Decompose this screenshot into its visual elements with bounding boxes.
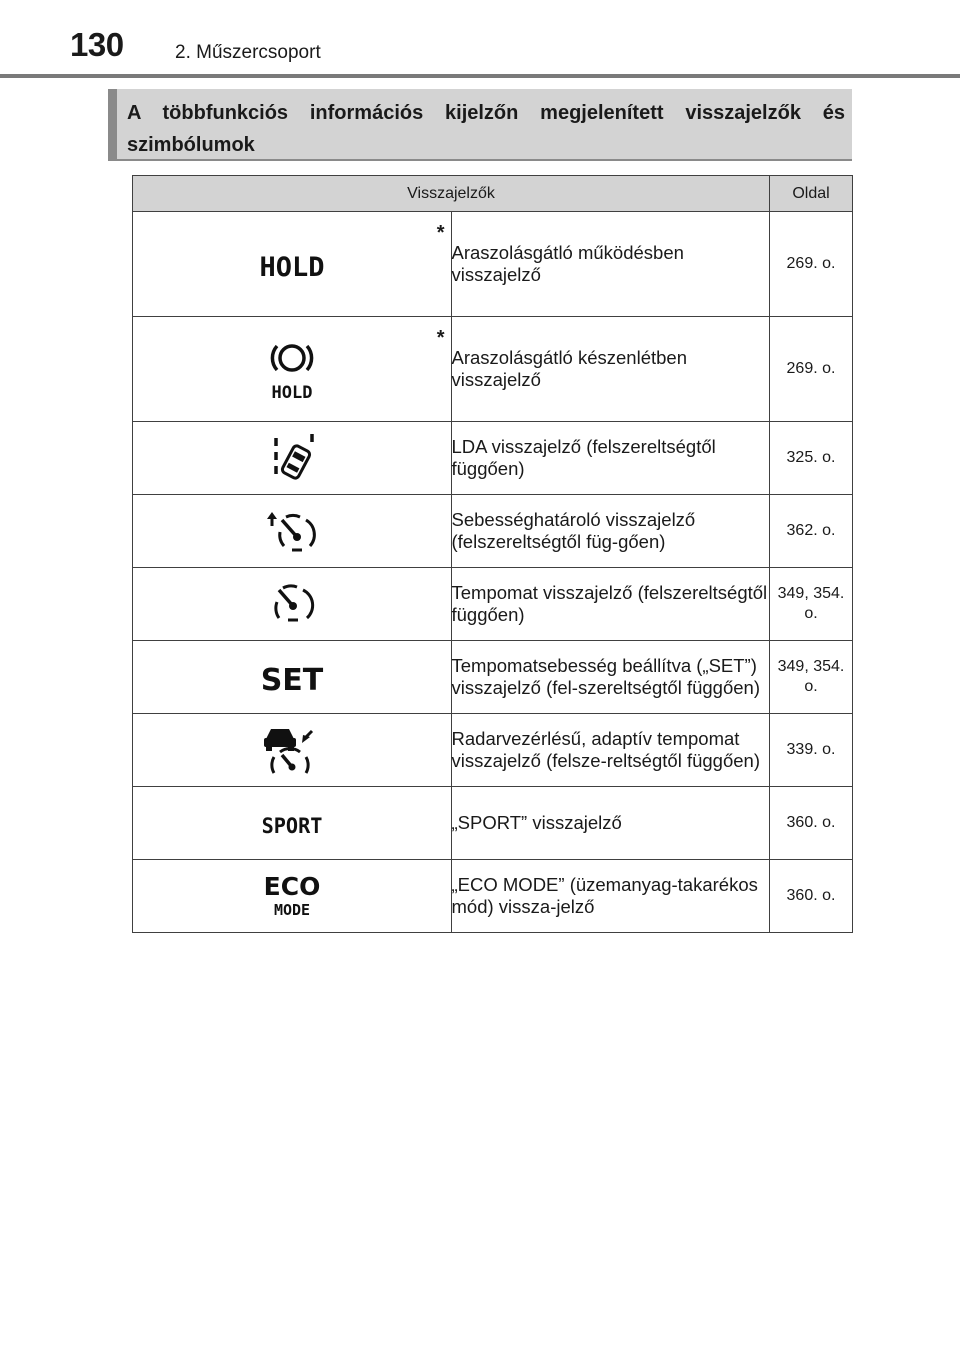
chapter-title: 2. Műszercsoport [175,42,321,63]
table-row [133,714,853,787]
row-page-ref: 349, 354. o. [770,641,853,714]
icon-cell [133,641,452,714]
eco-icon-text: ECO [263,871,321,901]
row-description: Tempomatsebesség beállítva („SET”) visszajelző (fel-szereltségtől függően) [451,641,770,714]
icon-cell [133,787,452,860]
column-header-indicator: Visszajelzők [133,176,770,212]
row-page-ref: 362. o. [770,495,853,568]
footnote-star: * [436,327,445,349]
sport-icon [257,793,327,853]
row-description: Araszolásgátló működésben visszajelző [451,212,770,317]
footnote-star: * [436,222,445,244]
hold-icon [257,234,327,294]
section-heading-box [108,89,852,161]
row-description: „ECO MODE” (üzemanyag-takarékos mód) vissza-jelző [451,860,770,933]
table-row [133,568,853,641]
hold-standby-icon-text: HOLD [271,383,313,403]
sport-icon-text: SPORT [261,813,323,839]
row-page-ref: 360. o. [770,860,853,933]
table-row [133,212,853,317]
column-header-page: Oldal [770,176,853,212]
header-divider [0,74,960,78]
row-page-ref: 339. o. [770,714,853,787]
set-icon-text: SET [260,663,324,697]
icon-cell [133,568,452,641]
icon-cell [133,422,452,495]
row-description: LDA visszajelző (felszereltségtől függően) [451,422,770,495]
row-page-ref: 360. o. [770,787,853,860]
row-page-ref: 269. o. [770,317,853,422]
speed-limiter-icon [257,501,327,561]
icon-cell [133,860,452,933]
radar-cruise-icon [257,719,327,779]
row-page-ref: 269. o. [770,212,853,317]
row-page-ref: 325. o. [770,422,853,495]
eco-mode-icon [257,865,327,925]
hold-standby-icon [257,329,327,409]
hold-icon-text: HOLD [259,252,325,283]
indicator-table [132,175,853,933]
row-description: Sebességhatároló visszajelző (felszereltségtől füg-gően) [451,495,770,568]
row-description: Radarvezérlésű, adaptív tempomat visszajelző (felsze-reltségtől függően) [451,714,770,787]
row-page-ref: 349, 354. o. [770,568,853,641]
icon-cell [133,714,452,787]
lda-icon [257,428,327,488]
row-description: „SPORT” visszajelző [451,787,770,860]
table-row [133,787,853,860]
table-row [133,317,853,422]
cruise-control-icon [257,574,327,634]
set-icon [257,647,327,707]
row-description: Tempomat visszajelző (felszereltségtől függően) [451,568,770,641]
page-number: 130 [70,26,124,63]
mode-icon-text: MODE [273,900,310,919]
page-header [0,0,960,80]
table-row [133,860,853,933]
table-row [133,641,853,714]
section-title: A többfunkciós információs kijelzőn megjelenített visszajelzők és szimbólumok [127,102,845,156]
icon-cell [133,317,452,422]
table-row [133,495,853,568]
row-description: Araszolásgátló készenlétben visszajelző [451,317,770,422]
icon-cell [133,212,452,317]
icon-cell [133,495,452,568]
table-header-row [133,176,853,212]
table-row [133,422,853,495]
